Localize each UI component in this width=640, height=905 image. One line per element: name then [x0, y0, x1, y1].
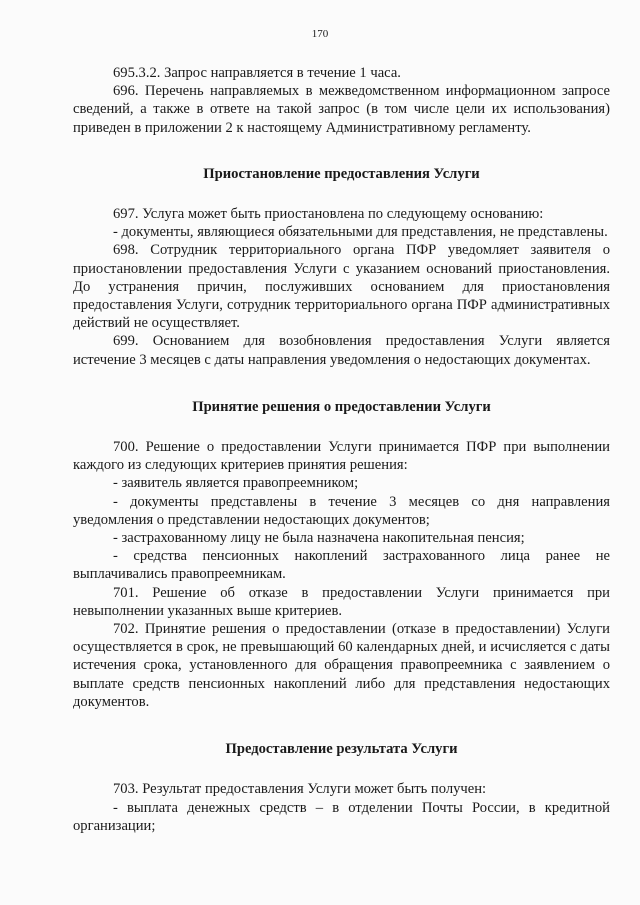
- paragraph-700: 700. Решение о предоставлении Услуги принимается ПФР при выполнении каждого из следующих критериев принятия решения:: [73, 439, 610, 474]
- criterion-deadline: - документы представлены в течение 3 месяцев со дня направления уведомления о представлении недостающих документов;: [73, 493, 610, 528]
- paragraph-703: 703. Результат предоставления Услуги может быть получен:: [113, 781, 487, 798]
- criterion-not-paid: - средства пенсионных накоплений застрахованного лица ранее не выплачивались правопреемникам.: [73, 548, 610, 583]
- criterion-no-pension: - застрахованному лицу не была назначена накопительная пенсия;: [113, 530, 525, 547]
- paragraph-698: 698. Сотрудник территориального органа ПФР уведомляет заявителя о приостановлении предоставления Услуги с указанием оснований приостановления. До устранения причин, послуживших основанием для приостановления предоставления Услуги, сотрудник территориального органа ПФР административных действий не осуществляет.: [73, 242, 610, 332]
- section-heading-decision: Принятие решения о предоставлении Услуги: [192, 398, 491, 415]
- section-heading-suspension: Приостановление предоставления Услуги: [203, 165, 480, 182]
- list-item-missing-docs: - документы, являющиеся обязательными для представления, не представлены.: [113, 224, 608, 241]
- paragraph-699: 699. Основанием для возобновления предоставления Услуги является истечение 3 месяцев с даты направления уведомления о недостающих документах.: [73, 333, 610, 368]
- paragraph-702: 702. Принятие решения о предоставлении (отказе в предоставлении) Услуги осуществляется в срок, не превышающий 60 календарных дней, и исчисляется с даты истечения срока, установленного для обращения правопреемника с заявлением о выплате средств пенсионных накоплений либо для представления недостающих документов.: [73, 621, 610, 710]
- section-heading-result: Предоставление результата Услуги: [225, 741, 458, 758]
- paragraph-696: 696. Перечень направляемых в межведомственном информационном запросе сведений, а также в ответе на такой запрос (в том числе цели их использования) приведен в приложении 2 к настоящему Административному регламенту.: [73, 83, 610, 136]
- criterion-successor: - заявитель является правопреемником;: [113, 475, 359, 492]
- document-body: [73, 64, 610, 835]
- paragraph-701: 701. Решение об отказе в предоставлении Услуги принимается при невыполнении указанных выше критериев.: [73, 584, 610, 619]
- page-number: 170: [311, 28, 329, 40]
- list-item-payment: - выплата денежных средств – в отделении Почты России, в кредитной организации;: [73, 799, 610, 834]
- paragraph-697: 697. Услуга может быть приостановлена по следующему основанию:: [113, 206, 544, 223]
- paragraph-695-3-2: 695.3.2. Запрос направляется в течение 1 часа.: [113, 65, 401, 81]
